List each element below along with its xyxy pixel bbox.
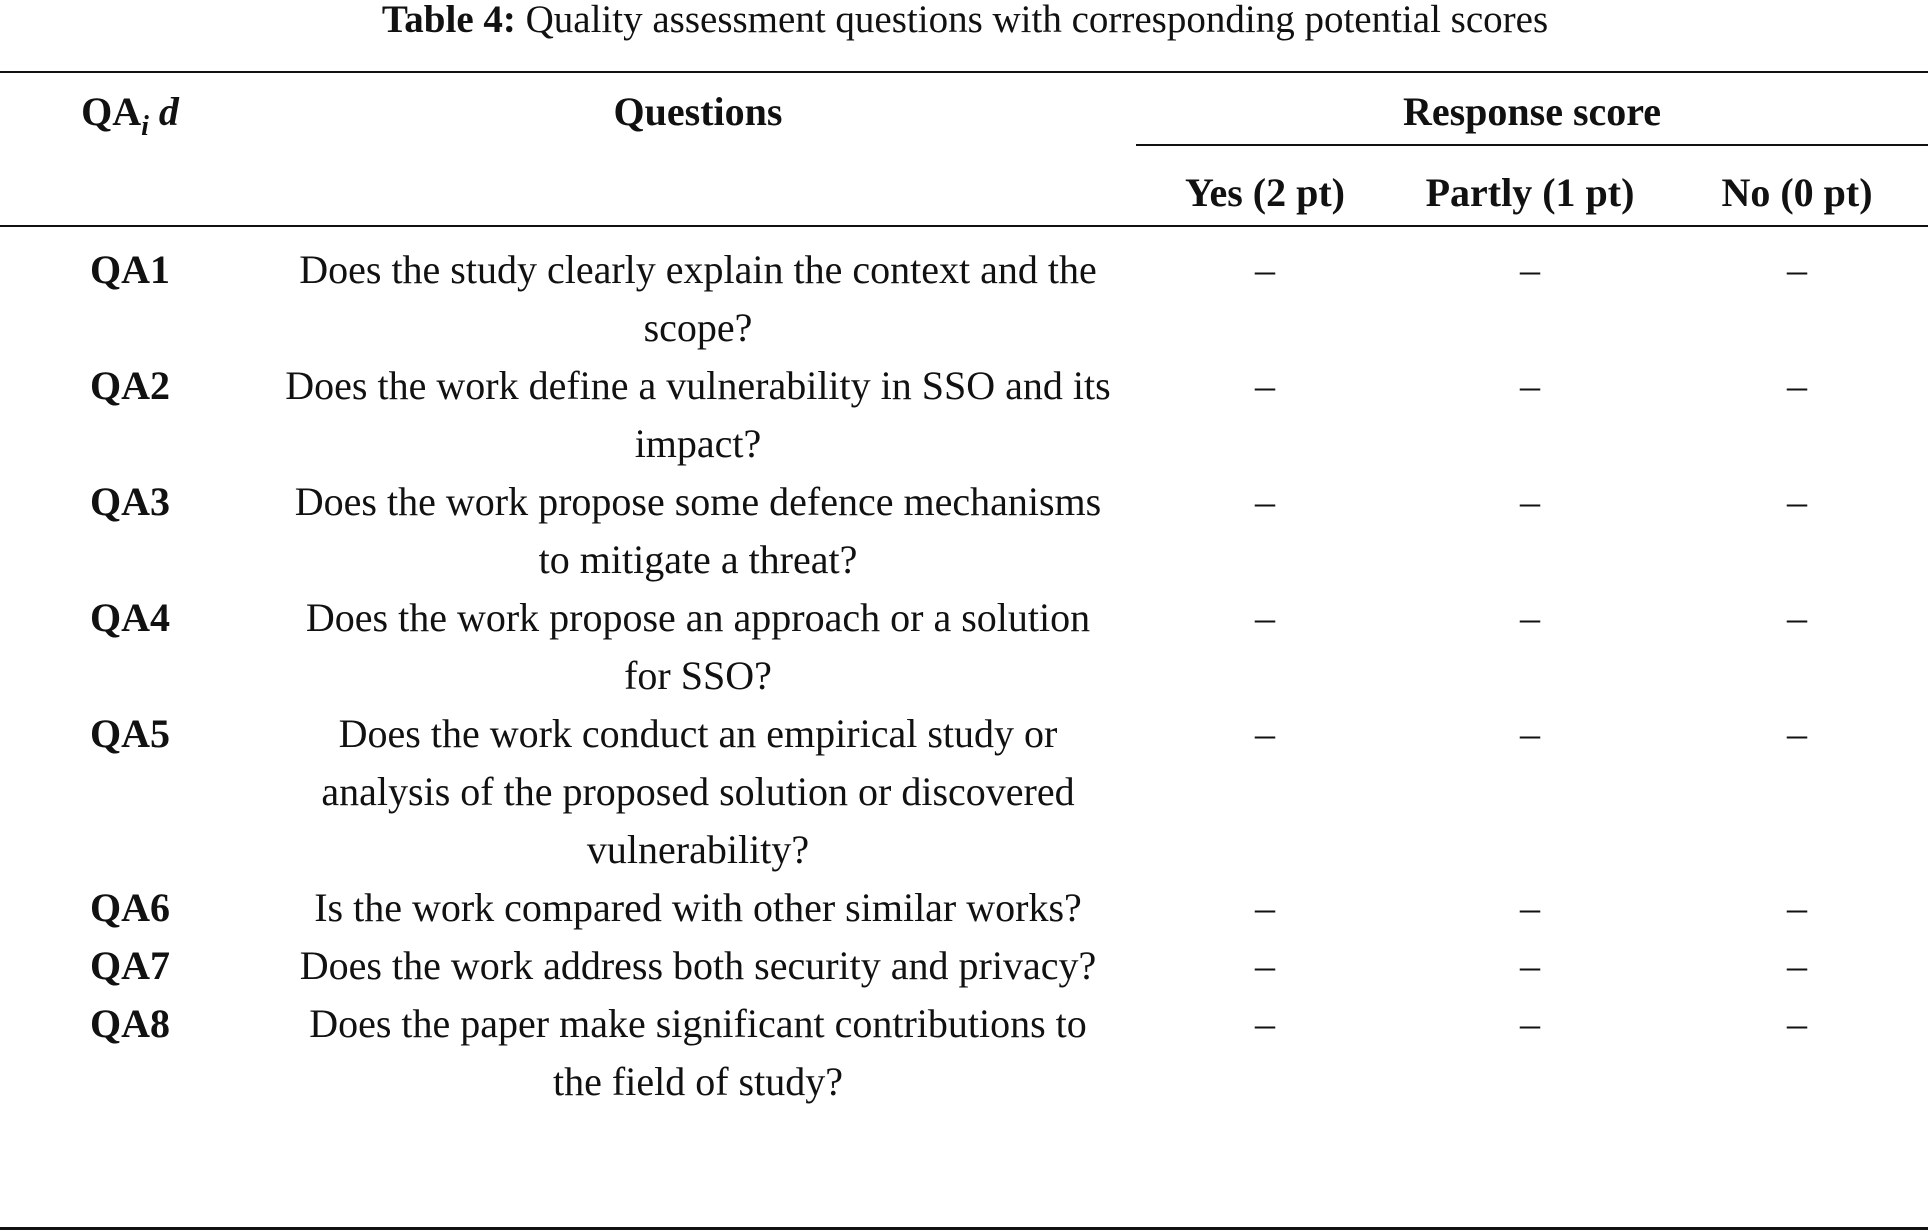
table-row — [0, 705, 1928, 879]
row-score-no: – — [1787, 1001, 1807, 1046]
row-score-partly: – — [1520, 711, 1540, 756]
table-row — [0, 937, 1928, 995]
row-id: QA2 — [90, 363, 170, 408]
table-row — [0, 241, 1928, 357]
row-score-yes: – — [1255, 885, 1275, 930]
row-question: Does the work define a vulnerability in SSO and its impact? — [285, 363, 1111, 466]
row-score-partly: – — [1520, 247, 1540, 292]
header-qa-id-tail: d — [158, 89, 179, 134]
row-score-no: – — [1787, 247, 1807, 292]
row-score-partly: – — [1520, 595, 1540, 640]
table-caption-text: Quality assessment questions with corresponding potential scores — [515, 0, 1549, 41]
row-score-yes: – — [1255, 595, 1275, 640]
response-group-rule — [1136, 144, 1928, 146]
row-score-no: – — [1787, 885, 1807, 930]
row-score-partly: – — [1520, 363, 1540, 408]
row-score-partly: – — [1520, 479, 1540, 524]
table-row — [0, 473, 1928, 589]
header-qa-id-main: QA — [81, 89, 142, 134]
header-qa-id — [0, 89, 260, 140]
header-response-score: Response score — [1402, 89, 1662, 134]
row-score-yes: – — [1255, 943, 1275, 988]
table-row — [0, 589, 1928, 705]
table-row — [0, 357, 1928, 473]
table-top-rule — [0, 71, 1928, 73]
row-score-partly: – — [1520, 943, 1540, 988]
row-score-no: – — [1787, 711, 1807, 756]
row-id: QA8 — [90, 1001, 170, 1046]
row-score-no: – — [1787, 595, 1807, 640]
row-question: Does the work propose an approach or a solution for SSO? — [305, 595, 1091, 698]
row-id: QA7 — [90, 943, 170, 988]
table-row — [0, 879, 1928, 937]
row-question: Does the paper make significant contributions to the field of study? — [309, 1001, 1087, 1104]
row-id: QA4 — [90, 595, 170, 640]
table-caption — [0, 0, 1930, 40]
row-score-yes: – — [1255, 247, 1275, 292]
row-score-yes: – — [1255, 711, 1275, 756]
row-score-partly: – — [1520, 885, 1540, 930]
row-score-yes: – — [1255, 1001, 1275, 1046]
row-question: Is the work compared with other similar works? — [314, 885, 1082, 930]
row-id: QA5 — [90, 711, 170, 756]
table-caption-label: Table 4: — [381, 0, 516, 41]
row-score-no: – — [1787, 363, 1807, 408]
row-id: QA1 — [90, 247, 170, 292]
row-id: QA6 — [90, 885, 170, 930]
header-no: No (0 pt) — [1721, 170, 1873, 215]
row-question: Does the work address both security and privacy? — [299, 943, 1097, 988]
header-questions: Questions — [613, 89, 783, 134]
row-question: Does the work conduct an empirical study or analysis of the proposed solution or discovered vulnerability? — [321, 711, 1075, 872]
row-score-yes: – — [1255, 479, 1275, 524]
row-score-yes: – — [1255, 363, 1275, 408]
row-question: Does the study clearly explain the context and the scope? — [299, 247, 1097, 350]
header-partly: Partly (1 pt) — [1425, 170, 1635, 215]
table-header-rule — [0, 225, 1928, 227]
row-score-partly: – — [1520, 1001, 1540, 1046]
row-score-no: – — [1787, 479, 1807, 524]
table-body — [0, 241, 1928, 1111]
table-bottom-rule — [0, 1227, 1928, 1230]
header-qa-id-sub: i — [141, 111, 149, 142]
header-yes: Yes (2 pt) — [1185, 170, 1345, 215]
row-score-no: – — [1787, 943, 1807, 988]
row-id: QA3 — [90, 479, 170, 524]
table-row — [0, 995, 1928, 1111]
row-question: Does the work propose some defence mechanisms to mitigate a threat? — [294, 479, 1102, 582]
